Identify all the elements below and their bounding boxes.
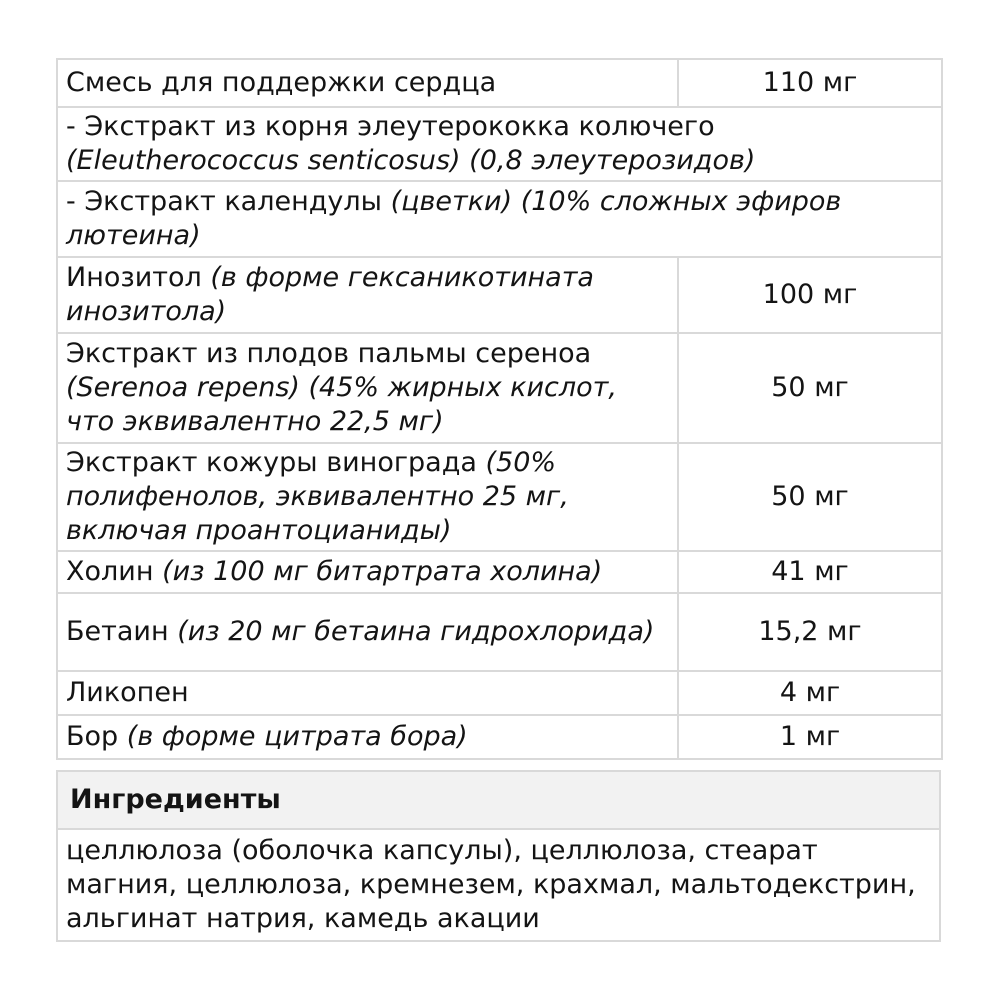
- ingredient-name-cell: [57, 551, 678, 593]
- ingredient-name-cell: [57, 257, 678, 333]
- ingredient-amount: 4 мг: [678, 671, 942, 715]
- table-row: [57, 333, 942, 443]
- ingredient-name: Ликопен: [66, 677, 189, 708]
- ingredient-name: - Экстракт календулы: [66, 186, 382, 217]
- table-row: [57, 551, 942, 593]
- ingredient-amount: 50 мг: [678, 333, 942, 443]
- ingredient-name: - Экстракт из корня элеутерококка колючего: [66, 111, 715, 142]
- ingredient-amount: 50 мг: [678, 443, 942, 551]
- ingredient-note: (50% полифенолов, эквивалентно 25 мг, включая проантоцианиды): [66, 447, 569, 546]
- table-row: [57, 257, 942, 333]
- ingredients-text: целлюлоза (оболочка капсулы), целлюлоза, стеарат магния, целлюлоза, кремнезем, крахмал, мальтодекстрин, альгинат натрия, камедь акации: [57, 829, 940, 941]
- ingredient-name-cell: [57, 181, 942, 257]
- ingredient-name-cell: [57, 59, 678, 107]
- ingredient-name-cell: [57, 715, 678, 759]
- ingredient-amount: 41 мг: [678, 551, 942, 593]
- ingredient-name: Бетаин: [66, 616, 169, 647]
- ingredient-name-cell: [57, 333, 678, 443]
- ingredient-name-cell: [57, 107, 942, 181]
- ingredient-note: (Serenoa repens) (45% жирных кислот, что эквивалентно 22,5 мг): [66, 372, 617, 437]
- ingredients-body-row: [57, 829, 940, 941]
- ingredient-amount: 110 мг: [678, 59, 942, 107]
- ingredients-table: [56, 770, 941, 942]
- ingredient-note: (цветки) (10% сложных эфиров лютеина): [66, 186, 842, 251]
- ingredient-amount: 15,2 мг: [678, 593, 942, 671]
- composition-table: [56, 58, 943, 760]
- table-row: [57, 107, 942, 181]
- ingredient-name-cell: [57, 593, 678, 671]
- table-row: [57, 715, 942, 759]
- ingredient-name: Смесь для поддержки сердца: [66, 67, 497, 98]
- table-row: [57, 671, 942, 715]
- ingredient-name: Бор: [66, 721, 119, 752]
- ingredient-note: (Eleutherococcus senticosus) (0,8 элеутерозидов): [66, 145, 756, 176]
- ingredient-name: Экстракт кожуры винограда: [66, 447, 477, 478]
- table-row: [57, 443, 942, 551]
- ingredient-name: Экстракт из плодов пальмы сереноа: [66, 338, 592, 369]
- table-row: [57, 181, 942, 257]
- ingredient-amount: 100 мг: [678, 257, 942, 333]
- ingredients-title: Ингредиенты: [57, 771, 940, 829]
- ingredient-name: Холин: [66, 556, 154, 587]
- ingredients-header-row: [57, 771, 940, 829]
- table-row: [57, 59, 942, 107]
- ingredient-name-cell: [57, 671, 678, 715]
- ingredient-name-cell: [57, 443, 678, 551]
- ingredient-amount: 1 мг: [678, 715, 942, 759]
- ingredient-name: Инозитол: [66, 262, 202, 293]
- table-row: [57, 593, 942, 671]
- ingredient-note: (из 100 мг битартрата холина): [162, 556, 603, 587]
- ingredient-note: (в форме цитрата бора): [126, 721, 468, 752]
- ingredient-note: (в форме гексаникотината инозитола): [66, 262, 594, 327]
- ingredient-note: (из 20 мг бетаина гидрохлорида): [177, 616, 655, 647]
